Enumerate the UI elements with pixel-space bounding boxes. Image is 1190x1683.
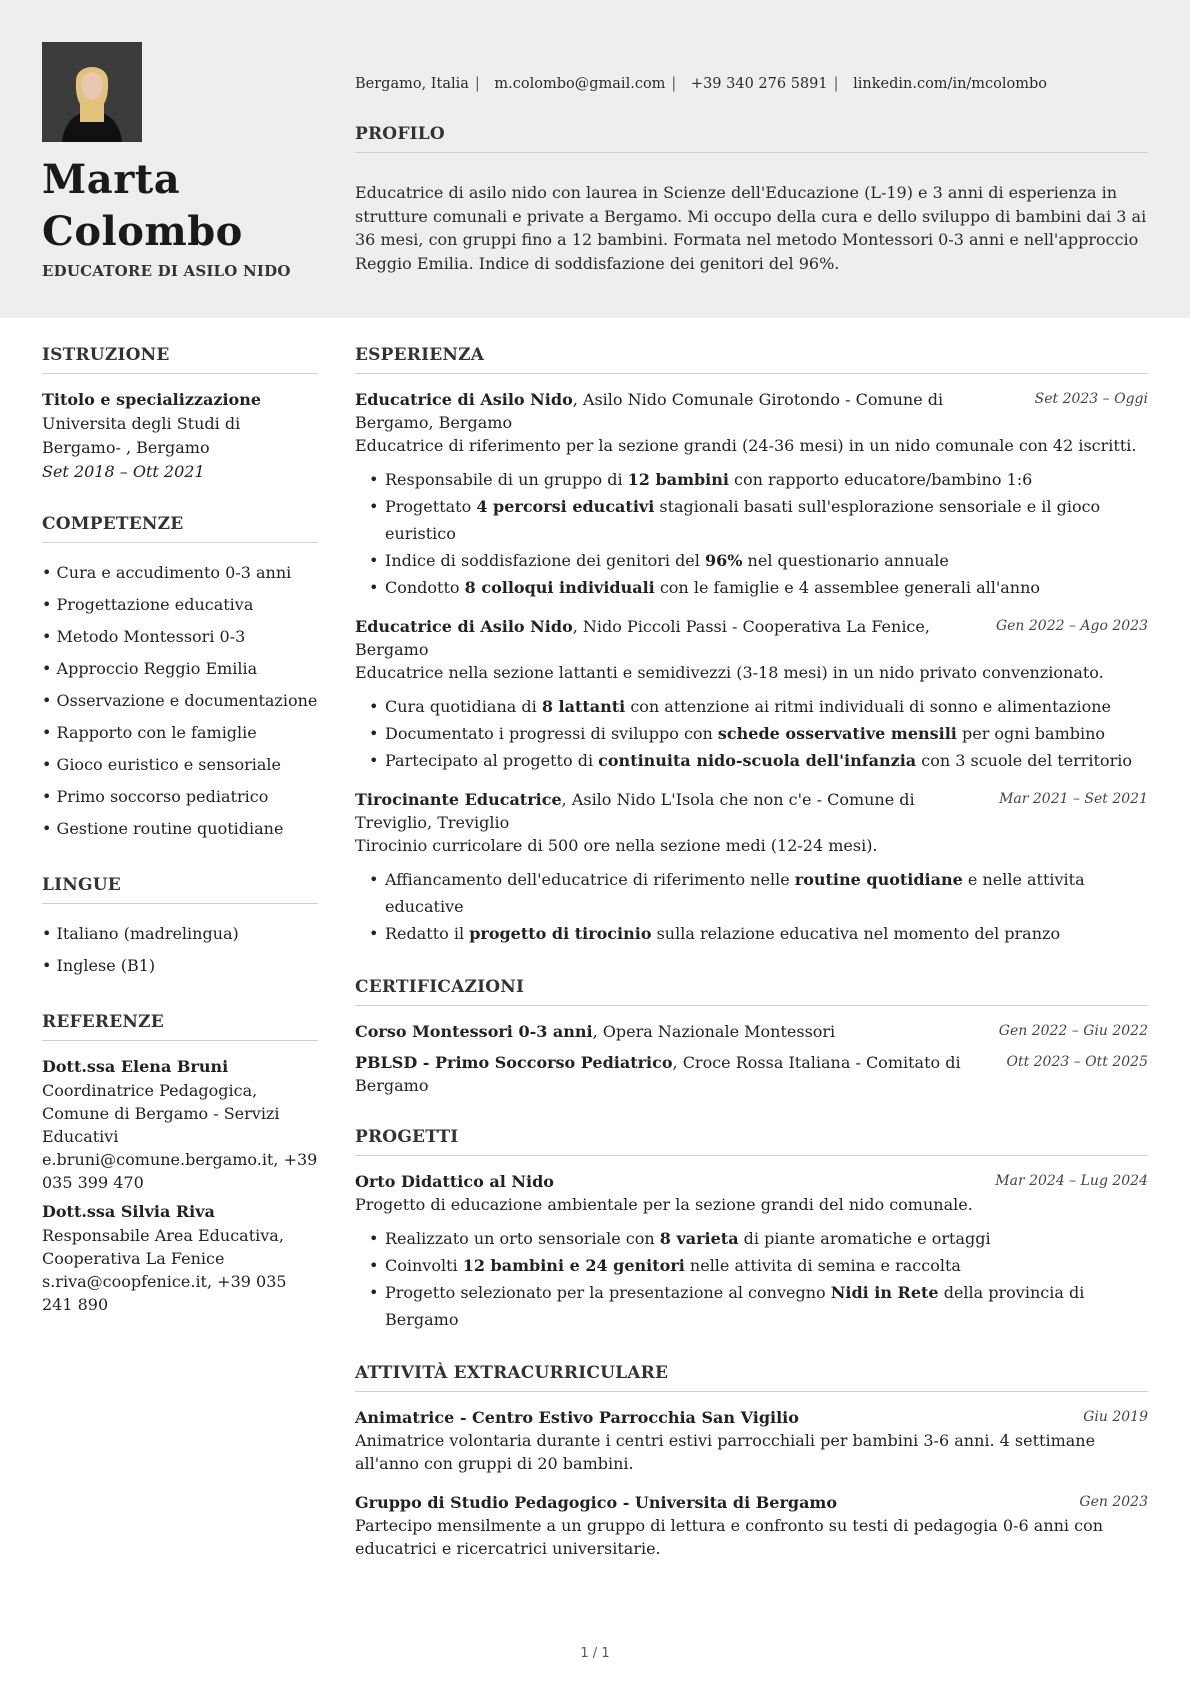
entry-header [355,1491,1148,1514]
bullet-highlight: 8 colloqui individuali [464,578,655,597]
skills-list [42,557,318,845]
entry-header [355,1170,1148,1193]
candidate-name [42,154,243,258]
extracurricular-section [355,1363,1148,1560]
language-item: • Italiano (madrelingua) [42,924,239,943]
skill-label: Gestione routine quotidiane [56,819,284,838]
skill-label: Metodo Montessori 0-3 [56,627,246,646]
degree-title: Titolo e specializzazione [42,390,262,409]
bullet-highlight: 96% [704,551,743,570]
section-title: REFERENZE [42,1012,318,1041]
experience-entry [355,788,1148,947]
experience-entry [355,615,1148,774]
first-name: Marta [42,156,181,203]
section-title: CERTIFICAZIONI [355,977,1148,1006]
header-band [0,0,1190,318]
entry-dates: Gen 2023 [1079,1494,1148,1510]
bullet-text: Realizzato un orto sensoriale con [385,1229,660,1248]
entry-header [355,1020,1148,1043]
left-column [42,345,318,1346]
skill-label: Rapporto con le famiglie [56,723,257,742]
entry-title [355,788,987,834]
bullet-text: Responsabile di un gruppo di [385,470,628,489]
entry-description: Animatrice volontaria durante i centri estivi parrocchiali per bambini 3-6 anni. 4 settimane all'anno con gruppi di 20 bambini. [355,1431,1096,1473]
entry-title [355,1170,554,1193]
entry-header [355,1406,1148,1429]
certification-entry [355,1051,1148,1097]
entry-header [355,788,1148,834]
contact-phone[interactable]: +39 340 276 5891 [690,76,828,92]
bullet-item [369,1279,1148,1333]
bullet-highlight: 12 bambini e 24 genitori [462,1256,685,1275]
bullet-list [355,466,1148,601]
bullet-text: Partecipato al progetto di [385,751,599,770]
entry-title [355,1020,835,1043]
section-title: COMPETENZE [42,514,318,543]
last-name: Colombo [42,208,243,255]
bullet-item [369,720,1148,747]
job-role: Educatrice di Asilo Nido [355,617,573,636]
entry-title [355,1491,837,1514]
entry-title [355,1051,994,1097]
bullet-highlight: 8 lattanti [541,697,626,716]
entry-dates: Giu 2019 [1083,1409,1148,1425]
skill-item: • Rapporto con le famiglie [42,723,257,742]
entry-dates: Ott 2023 – Ott 2025 [1006,1054,1148,1070]
entry-description: Partecipo mensilmente a un gruppo di lettura e confronto su testi di pedagogia 0-6 anni con educatrici e ricercatrici universitarie. [355,1516,1104,1558]
entry-header [355,1051,1148,1097]
bullet-text: con le famiglie e 4 assemblee generali all'anno [654,578,1041,597]
certification-org: , Opera Nazionale Montessori [592,1022,836,1041]
activity-name: Animatrice - Centro Estivo Parrocchia San Vigilio [355,1408,799,1427]
bullet-text: Redatto il [385,924,470,943]
certification-org: , Croce Rossa Italiana - Comitato di Bergamo [355,1053,961,1095]
bullet-text: di piante aromatiche e ortaggi [738,1229,991,1248]
entry-dates: Mar 2024 – Lug 2024 [995,1173,1148,1189]
extracurricular-list [355,1406,1148,1560]
bullet-list [355,866,1148,947]
bullet-item [369,466,1148,493]
bullet-highlight: Nidi in Rete [830,1283,939,1302]
activity-entry [355,1491,1148,1560]
skill-item: • Metodo Montessori 0-3 [42,627,246,646]
skill-label: Approccio Reggio Emilia [56,659,258,678]
skill-item: • Primo soccorso pediatrico [42,787,269,806]
skill-item: • Osservazione e documentazione [42,691,318,710]
separator: | [833,76,839,92]
project-entry [355,1170,1148,1333]
certifications-section [355,977,1148,1097]
bullet-text: per ogni bambino [956,724,1106,743]
education-dates: Set 2018 – Ott 2021 [42,462,205,481]
separator: | [671,76,677,92]
bullet-item [369,1225,1148,1252]
bullet-item [369,866,1148,920]
experience-list [355,388,1148,947]
certification-entry [355,1020,1148,1043]
bullet-text: Cura quotidiana di [385,697,542,716]
entry-dates: Gen 2022 – Ago 2023 [995,618,1148,634]
projects-section [355,1127,1148,1333]
section-title: PROGETTI [355,1127,1148,1156]
bullet-text: con rapporto educatore/bambino 1:6 [728,470,1033,489]
experience-section [355,345,1148,947]
bullet-text: con attenzione ai ritmi individuali di sonno e alimentazione [625,697,1111,716]
languages-list [42,918,318,982]
skill-label: Primo soccorso pediatrico [56,787,269,806]
certifications-list [355,1020,1148,1097]
reference-item [42,1055,318,1194]
entry-description: Tirocinio curricolare di 500 ore nella sezione medi (12-24 mesi). [355,836,878,855]
bullet-text: Affiancamento dell'educatrice di riferimento nelle [385,870,795,889]
entry-header [355,388,1148,434]
skill-label: Gioco euristico e sensoriale [56,755,281,774]
language-label: Italiano (madrelingua) [56,924,239,943]
reference-item [42,1200,318,1316]
bullet-highlight: routine quotidiane [794,870,963,889]
profile-section [355,124,1148,275]
bullet-text: Coinvolti [385,1256,463,1275]
bullet-item [369,1252,1148,1279]
entry-title [355,388,1023,434]
contact-location: Bergamo, Italia [355,76,469,92]
profile-text: Educatrice di asilo nido con laurea in Scienze dell'Educazione (L-19) e 3 anni di esperienza in strutture comunali e private a Bergamo. Mi occupo della cura e dello sviluppo di bambini dai 3 ai 36 mesi, con gruppi fino a 12 bambini. Formata nel metodo Montessori 0-3 anni e nell'approccio Reggio Emilia. Indice di soddisfazione dei genitori del 96%. [355,183,1147,273]
activity-name: Gruppo di Studio Pedagogico - Universita di Bergamo [355,1493,838,1512]
education-section [42,345,318,484]
entry-header [355,615,1148,661]
bullet-text: sulla relazione educativa nel momento del pranzo [651,924,1061,943]
school-name: Universita degli Studi di Bergamo- , Bergamo [42,414,241,457]
bullet-text: nel questionario annuale [742,551,949,570]
skill-item: • Gioco euristico e sensoriale [42,755,281,774]
skill-item: • Approccio Reggio Emilia [42,659,258,678]
entry-description: Educatrice di riferimento per la sezione grandi (24-36 mesi) in un nido comunale con 42 iscritti. [355,436,1137,455]
bullet-text: stagionali basati sull'esplorazione sensoriale e il gioco euristico [385,497,1101,543]
section-title: ATTIVITÀ EXTRACURRICULARE [355,1363,1148,1392]
entry-dates: Gen 2022 – Giu 2022 [998,1023,1148,1039]
language-item: • Inglese (B1) [42,956,156,975]
reference-role: Coordinatrice Pedagogica, Comune di Bergamo - Servizi Educativi [42,1081,280,1146]
separator: | [474,76,480,92]
bullet-item [369,747,1148,774]
bullet-item [369,493,1148,547]
portrait-image [42,42,142,142]
bullet-item [369,693,1148,720]
project-name: Orto Didattico al Nido [355,1172,554,1191]
page-number: 1 / 1 [580,1646,610,1661]
reference-name: Dott.ssa Silvia Riva [42,1202,215,1221]
section-title: PROFILO [355,124,1148,153]
reference-name: Dott.ssa Elena Bruni [42,1057,229,1076]
employer: , Asilo Nido Comunale Girotondo - Comune di Bergamo, Bergamo [355,390,944,432]
entry-title [355,615,984,661]
section-title: ESPERIENZA [355,345,1148,374]
profile-photo [42,42,142,142]
reference-role: Responsabile Area Educativa, Cooperativa La Fenice [42,1226,284,1268]
skills-section [42,514,318,845]
bullet-highlight: progetto di tirocinio [469,924,652,943]
bullet-list [355,693,1148,774]
references-list [42,1055,318,1316]
bullet-highlight: 4 percorsi educativi [476,497,655,516]
entry-dates: Mar 2021 – Set 2021 [999,791,1148,807]
bullet-text: Progetto selezionato per la presentazione al convegno [385,1283,831,1302]
section-title: LINGUE [42,875,318,904]
contact-line [355,76,1047,92]
certification-name: Corso Montessori 0-3 anni [355,1022,593,1041]
contact-email[interactable]: m.colombo@gmail.com [494,76,666,92]
bullet-text: Condotto [385,578,465,597]
bullet-text: della provincia di Bergamo [385,1283,1085,1329]
skill-label: Progettazione educativa [56,595,254,614]
bullet-item [369,547,1148,574]
job-role: Tirocinante Educatrice [355,790,562,809]
projects-list [355,1170,1148,1333]
bullet-highlight: continuita nido-scuola dell'infanzia [598,751,917,770]
entry-description: Progetto di educazione ambientale per la sezione grandi del nido comunale. [355,1195,973,1214]
bullet-highlight: 12 bambini [627,470,729,489]
reference-contact: s.riva@coopfenice.it, +39 035 241 890 [42,1272,287,1314]
skill-item: • Progettazione educativa [42,595,254,614]
entry-description: Educatrice nella sezione lattanti e semidivezzi (3-18 mesi) in un nido privato convenzionato. [355,663,1104,682]
entry-title [355,1406,799,1429]
right-column [355,345,1148,1590]
activity-entry [355,1406,1148,1475]
entry-dates: Set 2023 – Oggi [1034,391,1148,407]
bullet-text: Documentato i progressi di sviluppo con [385,724,718,743]
reference-contact: e.bruni@comune.bergamo.it, +39 035 399 470 [42,1150,318,1192]
experience-entry [355,388,1148,601]
contact-linkedin[interactable]: linkedin.com/in/mcolombo [853,76,1048,92]
bullet-list [355,1225,1148,1333]
skill-item: • Gestione routine quotidiane [42,819,284,838]
bullet-text: Indice di soddisfazione dei genitori del [385,551,705,570]
certification-name: PBLSD - Primo Soccorso Pediatrico [355,1053,673,1072]
language-label: Inglese (B1) [56,956,156,975]
bullet-text: con 3 scuole del territorio [916,751,1132,770]
bullet-item [369,920,1148,947]
bullet-highlight: schede osservative mensili [717,724,957,743]
bullet-text: e nelle attivita educative [385,870,1085,916]
skill-label: Cura e accudimento 0-3 anni [56,563,292,582]
references-section [42,1012,318,1316]
skill-label: Osservazione e documentazione [56,691,318,710]
skill-item: • Cura e accudimento 0-3 anni [42,563,292,582]
bullet-text: Progettato [385,497,477,516]
employer: , Asilo Nido L'Isola che non c'e - Comune di Treviglio, Treviglio [355,790,915,832]
job-title: EDUCATORE DI ASILO NIDO [42,262,291,280]
employer: , Nido Piccoli Passi - Cooperativa La Fenice, Bergamo [355,617,930,659]
bullet-text: nelle attivita di semina e raccolta [684,1256,961,1275]
bullet-item [369,574,1148,601]
bullet-highlight: 8 varieta [659,1229,739,1248]
job-role: Educatrice di Asilo Nido [355,390,573,409]
section-title: ISTRUZIONE [42,345,318,374]
languages-section [42,875,318,982]
